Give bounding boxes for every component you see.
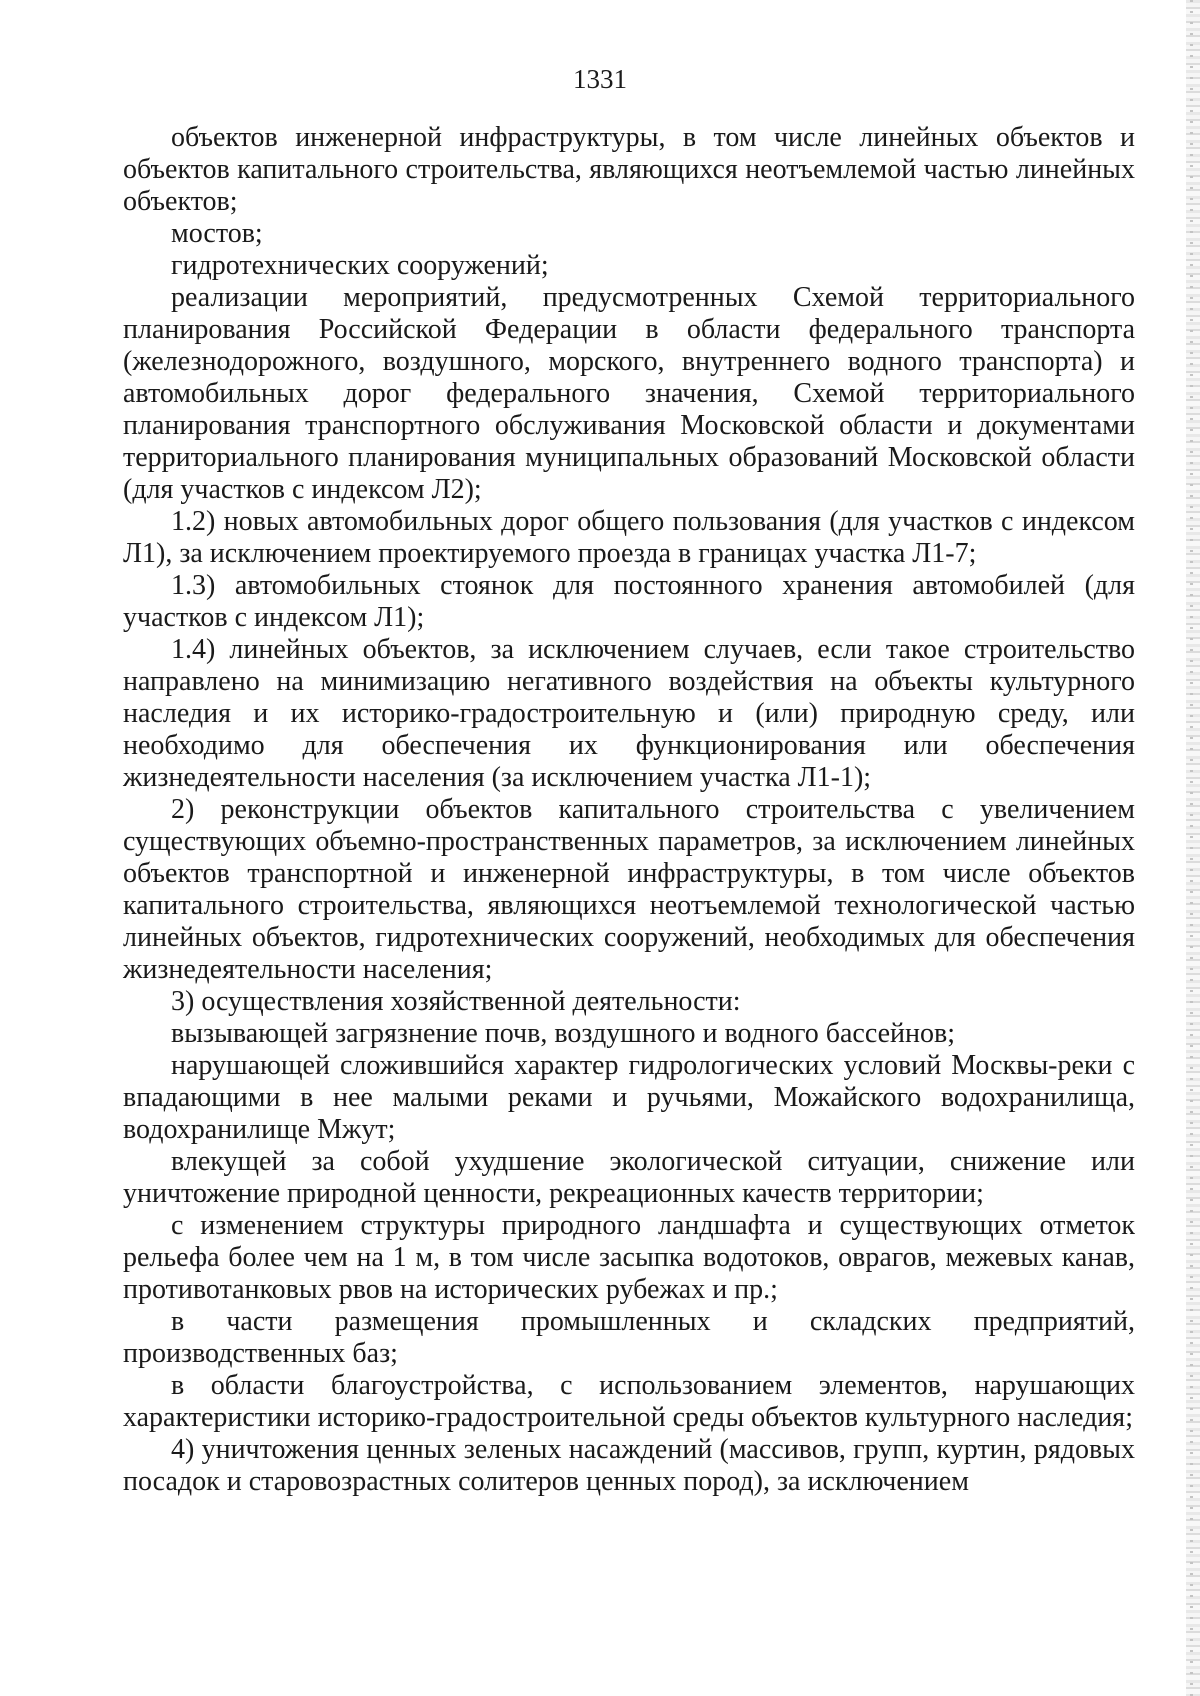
scan-edge-artifact xyxy=(1186,0,1200,1696)
paragraph-13: с изменением структуры природного ландшафта и существующих отметок рельефа более чем на 1 м, в том числе засыпка водотоков, оврагов, межевых канав, противотанковых рвов на исторических рубежах и пр.; xyxy=(123,1210,1135,1305)
paragraph-10: вызывающей загрязнение почв, воздушного и водного бассейнов; xyxy=(171,1018,956,1049)
paragraph-3: гидротехнических сооружений; xyxy=(171,250,549,281)
paragraph-9: 3) осуществления хозяйственной деятельности: xyxy=(171,986,741,1017)
paragraph-7: 1.4) линейных объектов, за исключением случаев, если такое строительство направлено на минимизацию негативного воздействия на объекты культурного наследия и их историко-градостроительную и (или) природную среду, или необходимо для обеспечения их функционирования или обеспечения жизнедеятельности населения (за исключением участка Л1-1); xyxy=(123,634,1135,793)
paragraph-15: в области благоустройства, с использованием элементов, нарушающих характеристики историко-градостроительной среды объектов культурного наследия; xyxy=(123,1370,1135,1433)
paragraph-8: 2) реконструкции объектов капитального строительства с увеличением существующих объемно-пространственных параметров, за исключением линейных объектов транспортной и инженерной инфраструктуры, в том числе объектов капитального строительства, являющихся неотъемлемой технологической частью линейных объектов, гидротехнических сооружений, необходимых для обеспечения жизнедеятельности населения; xyxy=(123,794,1135,985)
page-number: 1331 xyxy=(573,64,627,94)
paragraph-14: в части размещения промышленных и складских предприятий, производственных баз; xyxy=(123,1306,1135,1369)
paragraph-6: 1.3) автомобильных стоянок для постоянного хранения автомобилей (для участков с индексом Л1); xyxy=(123,570,1135,633)
paragraph-1: объектов инженерной инфраструктуры, в том числе линейных объектов и объектов капитального строительства, являющихся неотъемлемой частью линейных объектов; xyxy=(123,122,1135,217)
paragraph-16: 4) уничтожения ценных зеленых насаждений (массивов, групп, куртин, рядовых посадок и старовозрастных солитеров ценных пород), за исключением xyxy=(123,1434,1135,1497)
paragraph-12: влекущей за собой ухудшение экологической ситуации, снижение или уничтожение природной ценности, рекреационных качеств территории; xyxy=(123,1146,1135,1209)
document-body xyxy=(123,122,1135,1498)
paragraph-5: 1.2) новых автомобильных дорог общего пользования (для участков с индексом Л1), за исключением проектируемого проезда в границах участка Л1-7; xyxy=(123,506,1135,569)
paragraph-11: нарушающей сложившийся характер гидрологических условий Москвы-реки с впадающими в нее малыми реками и ручьями, Можайского водохранилища, водохранилище Мжут; xyxy=(123,1050,1135,1145)
paragraph-4: реализации мероприятий, предусмотренных Схемой территориального планирования Российской Федерации в области федерального транспорта (железнодорожного, воздушного, морского, внутреннего водного транспорта) и автомобильных дорог федерального значения, Схемой территориального планирования транспортного обслуживания Московской области и документами территориального планирования муниципальных образований Московской области (для участков с индексом Л2); xyxy=(123,282,1135,505)
paragraph-2: мостов; xyxy=(171,218,263,249)
